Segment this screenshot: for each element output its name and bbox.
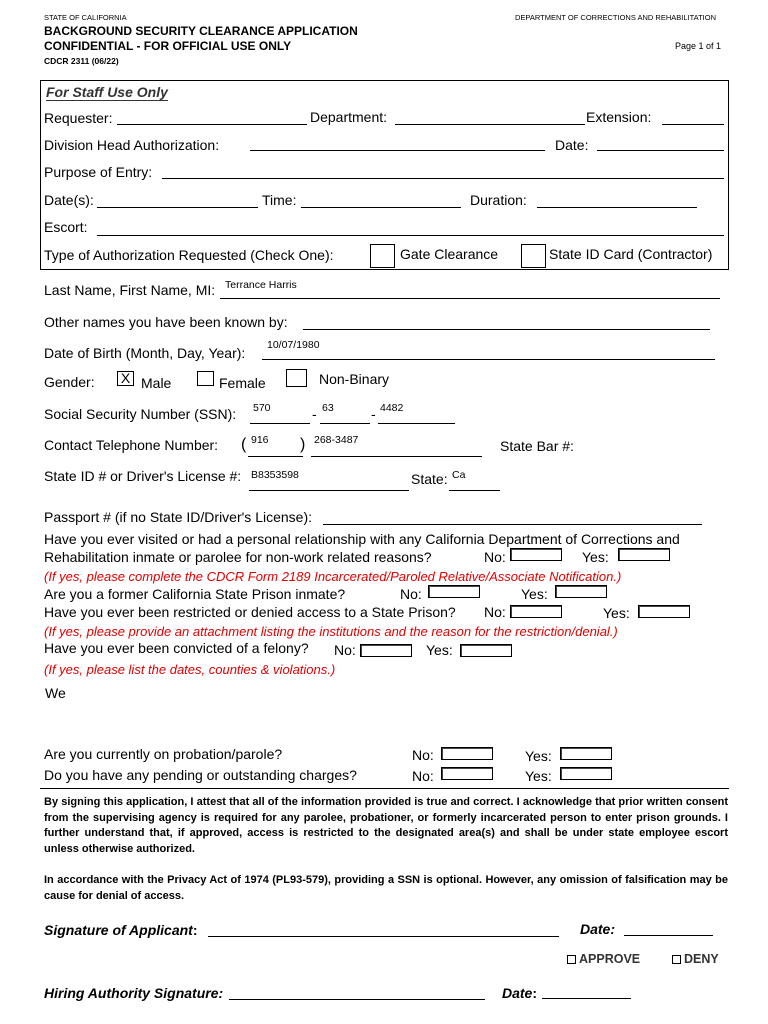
q2-no-checkbox[interactable] (428, 585, 480, 598)
passport-label: Passport # (if no State ID/Driver's License): (44, 509, 312, 525)
name-value: Terrance Harris (225, 279, 297, 291)
q2-yes-checkbox[interactable] (555, 585, 607, 598)
q6-yes-checkbox[interactable] (560, 767, 612, 780)
dob-value: 10/07/1980 (267, 339, 320, 351)
attestation-paragraph: By signing this application, I attest that all of the information provided is true and correct. I acknowledge that prior written consent from the supervising agency is required for any parolee, probationer, or formerly incarcerated person to enter prison grounds. I further understand that, if approved, access is restricted to the designated area(s) and shall be under state employee escort unless otherwise authorized. (44, 796, 728, 855)
form-number: CDCR 2311 (06/22) (44, 56, 119, 66)
q4-no-label: No: (334, 642, 356, 658)
staff-date-label: Date: (555, 137, 589, 153)
non-binary-label: Non-Binary (319, 371, 390, 387)
license-value: B8353598 (251, 469, 299, 481)
ssn-part2: 63 (322, 402, 334, 414)
applicant-signature-field[interactable] (208, 936, 559, 937)
question-visited-note: (If yes, please complete the CDCR Form 2189 Incarcerated/Paroled Relative/Associate Notification.) (44, 569, 622, 584)
state-field[interactable] (449, 490, 500, 491)
extension-field[interactable] (662, 124, 724, 125)
question-restricted: Have you ever been restricted or denied access to a State Prison? (44, 604, 456, 620)
male-checkbox[interactable]: X (117, 371, 134, 386)
female-label: Female (219, 375, 266, 391)
approve-option[interactable] (567, 952, 640, 966)
paren-open: ( (241, 436, 247, 453)
escort-label: Escort: (44, 219, 88, 235)
applicant-date-label: Date: (580, 921, 616, 937)
q6-no-label: No: (412, 768, 434, 784)
staff-heading: For Staff Use Only (46, 84, 168, 100)
question-restricted-note: (If yes, please provide an attachment listing the institutions and the reason for the restriction/denial.) (44, 624, 618, 639)
q6-yes-label: Yes: (525, 768, 552, 784)
q1-yes-checkbox[interactable] (618, 548, 670, 561)
approve-checkbox[interactable] (567, 955, 576, 964)
hiring-authority-field[interactable] (229, 999, 485, 1000)
q4-no-checkbox[interactable] (360, 644, 412, 657)
q4-yes-checkbox[interactable] (460, 644, 512, 657)
dob-label: Date of Birth (Month, Day, Year): (44, 345, 246, 361)
paren-close: ) (300, 436, 306, 453)
name-field[interactable] (220, 298, 720, 299)
state-value: Ca (452, 469, 466, 481)
hiring-authority-label: Hiring Authority Signature: (44, 985, 224, 1001)
area-code-value: 916 (251, 434, 269, 446)
duration-field[interactable] (537, 207, 697, 208)
applicant-date-field[interactable] (624, 935, 713, 936)
area-code-field[interactable] (248, 456, 303, 457)
department-label: DEPARTMENT OF CORRECTIONS AND REHABILITATION (515, 13, 716, 22)
q3-yes-checkbox[interactable] (638, 605, 690, 618)
staff-date-field[interactable] (597, 150, 724, 151)
question-felony-note: (If yes, please list the dates, counties & violations.) (44, 662, 336, 677)
time-label: Time: (262, 192, 297, 208)
ssn-part2-field[interactable] (320, 423, 370, 424)
escort-field[interactable] (97, 235, 724, 236)
q1-no-checkbox[interactable] (510, 548, 562, 561)
q5-no-checkbox[interactable] (441, 747, 493, 760)
approve-label: APPROVE (579, 952, 641, 966)
q2-no-label: No: (400, 586, 422, 602)
duration-label: Duration: (470, 192, 527, 208)
dates-field[interactable] (97, 207, 258, 208)
phone-field[interactable] (311, 456, 482, 457)
hiring-date-colon: : (532, 985, 538, 1001)
gate-clearance-label: Gate Clearance (400, 246, 499, 262)
purpose-field[interactable] (162, 178, 724, 179)
divider (40, 788, 729, 789)
page-number: Page 1 of 1 (675, 41, 722, 51)
state-bar-label: State Bar #: (500, 438, 574, 454)
ssn-label: Social Security Number (SSN): (44, 406, 237, 422)
applicant-signature-label (44, 922, 198, 938)
staff-department-field[interactable] (395, 124, 585, 125)
state-id-card-checkbox[interactable] (521, 244, 546, 268)
q1-yes-label: Yes: (582, 549, 609, 565)
hiring-date-field[interactable] (542, 998, 631, 999)
extension-label: Extension: (586, 109, 652, 125)
division-head-label: Division Head Authorization: (44, 137, 220, 153)
confidential-label: CONFIDENTIAL - FOR OFFICIAL USE ONLY (44, 39, 292, 53)
auth-type-label: Type of Authorization Requested (Check One): (44, 247, 334, 263)
other-names-label: Other names you have been known by: (44, 314, 288, 330)
applicant-signature-text: Signature of Applicant (44, 922, 193, 938)
applicant-signature-colon: : (192, 922, 198, 938)
question-visited-line1: Have you ever visited or had a personal relationship with any California Department of Corrections and (44, 531, 680, 547)
q5-yes-checkbox[interactable] (560, 747, 612, 760)
ssn-part3: 4482 (380, 402, 404, 414)
dob-field[interactable] (262, 359, 715, 360)
question-former-inmate: Are you a former California State Prison inmate? (44, 586, 346, 602)
female-checkbox[interactable] (197, 371, 214, 386)
deny-label: DENY (684, 952, 719, 966)
division-head-field[interactable] (250, 150, 545, 151)
q3-no-checkbox[interactable] (510, 605, 562, 618)
hiring-date-label (502, 985, 537, 1001)
phone-label: Contact Telephone Number: (44, 437, 219, 453)
question-felony: Have you ever been convicted of a felony? (44, 640, 309, 656)
ssn-part3-field[interactable] (378, 423, 455, 424)
privacy-act-paragraph: In accordance with the Privacy Act of 1974 (PL93-579), providing a SSN is optional. However, any omission of falsification may be cause for denial of access. (44, 874, 728, 902)
deny-checkbox[interactable] (672, 955, 681, 964)
q2-yes-label: Yes: (521, 586, 548, 602)
state-label: State: (411, 471, 448, 487)
dates-label: Date(s): (44, 192, 94, 208)
non-binary-checkbox[interactable] (286, 369, 307, 387)
license-field[interactable] (249, 490, 409, 491)
requester-label: Requester: (44, 110, 113, 126)
question-visited-line2: Rehabilitation inmate or parolee for non-work related reasons? (44, 549, 432, 565)
q6-no-checkbox[interactable] (441, 767, 493, 780)
felony-answer[interactable]: We (45, 685, 66, 701)
q3-no-label: No: (484, 604, 506, 620)
ssn-dash2: - (371, 406, 376, 422)
hiring-date-text: Date (502, 985, 533, 1001)
q3-yes-label: Yes: (603, 605, 630, 621)
ssn-part1-field[interactable] (250, 423, 310, 424)
deny-option[interactable] (672, 952, 719, 966)
question-probation: Are you currently on probation/parole? (44, 746, 283, 762)
question-pending-charges: Do you have any pending or outstanding charges? (44, 767, 357, 783)
q4-yes-label: Yes: (426, 642, 453, 658)
q5-no-label: No: (412, 747, 434, 763)
requester-field[interactable] (117, 124, 307, 125)
time-field[interactable] (301, 207, 461, 208)
purpose-label: Purpose of Entry: (44, 164, 153, 180)
q5-yes-label: Yes: (525, 748, 552, 764)
other-names-field[interactable] (303, 329, 710, 330)
gate-clearance-checkbox[interactable] (370, 244, 395, 268)
form-title: BACKGROUND SECURITY CLEARANCE APPLICATION (44, 24, 358, 38)
state-id-card-label: State ID Card (Contractor) (549, 246, 713, 262)
q1-no-label: No: (484, 549, 506, 565)
phone-value: 268-3487 (314, 434, 359, 446)
name-label: Last Name, First Name, MI: (44, 282, 216, 298)
staff-department-label: Department: (310, 109, 388, 125)
ssn-part1: 570 (253, 402, 271, 414)
ssn-dash1: - (312, 406, 317, 422)
state-label: STATE OF CALIFORNIA (44, 13, 127, 22)
male-label: Male (141, 375, 172, 391)
gender-label: Gender: (44, 374, 95, 390)
passport-field[interactable] (323, 524, 702, 525)
license-label: State ID # or Driver's License #: (44, 468, 242, 484)
